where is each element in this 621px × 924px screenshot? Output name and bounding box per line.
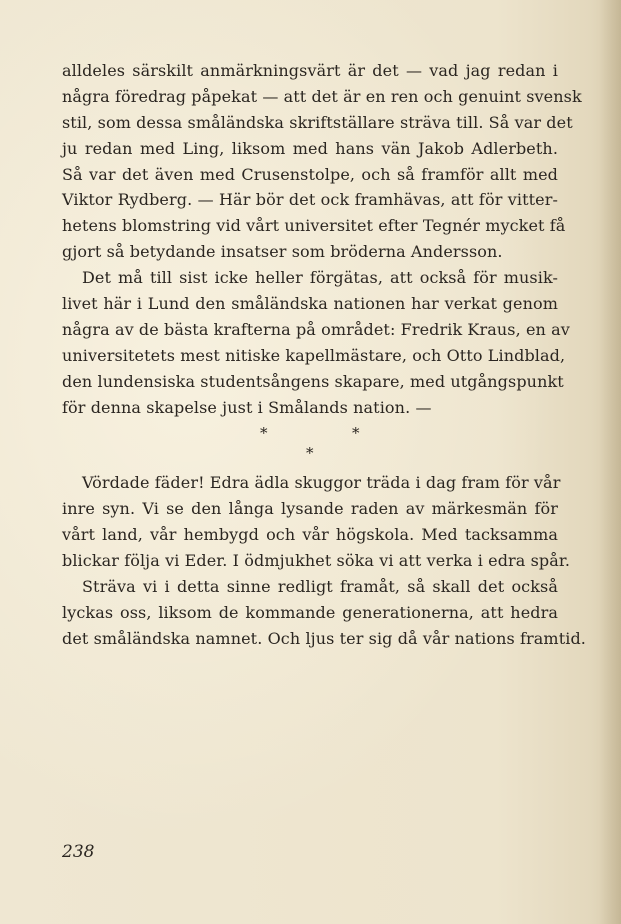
asterisk: * [306,444,314,463]
text-line: vårt land, vår hembygd och vår högskola. Med tacksamma [62,525,558,545]
text-line: för denna skapelse just i Smålands nation. — [62,397,432,417]
text-line: ju redan med Ling, liksom med hans vän Jakob Adlerbeth. [62,138,558,158]
text-line: det småländska namnet. Och ljus ter sig då vår nations framtid. [62,628,586,648]
paragraph-1 [62,58,582,265]
text-line: lyckas oss, liksom de kommande generationerna, att hedra [62,602,558,622]
text-line: några föredrag påpekat — att det är en ren och genuint svensk [62,86,582,106]
text-line: Sträva vi i detta sinne redligt framåt, så skall det också [82,577,558,597]
text-line: livet här i Lund den småländska nationen har verkat genom [62,294,558,314]
text-line: hetens blomstring vid vårt universitet efter Tegnér mycket få [62,216,566,236]
text-line: inre syn. Vi se den långa lysande raden av märkesmän för [62,499,558,519]
text-line: några av de bästa krafterna på området: Fredrik Kraus, en av [62,319,570,339]
text-line: universitetets mest nitiske kapellmästare, och Otto Lindblad, [62,345,566,365]
text-line: Vördade fäder! Edra ädla skuggor träda i dag fram för vår [82,473,561,493]
text-line: blickar följa vi Eder. I ödmjukhet söka vi att verka i edra spår. [62,551,571,571]
body-text [62,58,586,652]
paragraph-4 [62,574,586,652]
text-line: Det må till sist icke heller förgätas, att också för musik- [82,268,558,288]
text-line: stil, som dessa småländska skriftställare sträva till. Så var det [62,112,573,132]
paragraph-3 [62,470,571,574]
section-break [62,420,558,470]
page-number: 238 [62,842,95,862]
paragraph-2 [62,265,570,420]
page-edge-shadow [599,0,621,924]
text-line: gjort så betydande insatser som bröderna Andersson. [62,242,503,262]
text-line: Viktor Rydberg. — Här bör det ock framhävas, att för vitter- [62,190,558,210]
text-line: Så var det även med Crusenstolpe, och så framför allt med [62,164,558,184]
asterisk: * [352,424,360,443]
asterisk: * [260,424,268,443]
text-line: den lundensiska studentsångens skapare, med utgångspunkt [62,371,564,391]
text-line: alldeles särskilt anmärkningsvärt är det — vad jag redan i [62,61,558,80]
